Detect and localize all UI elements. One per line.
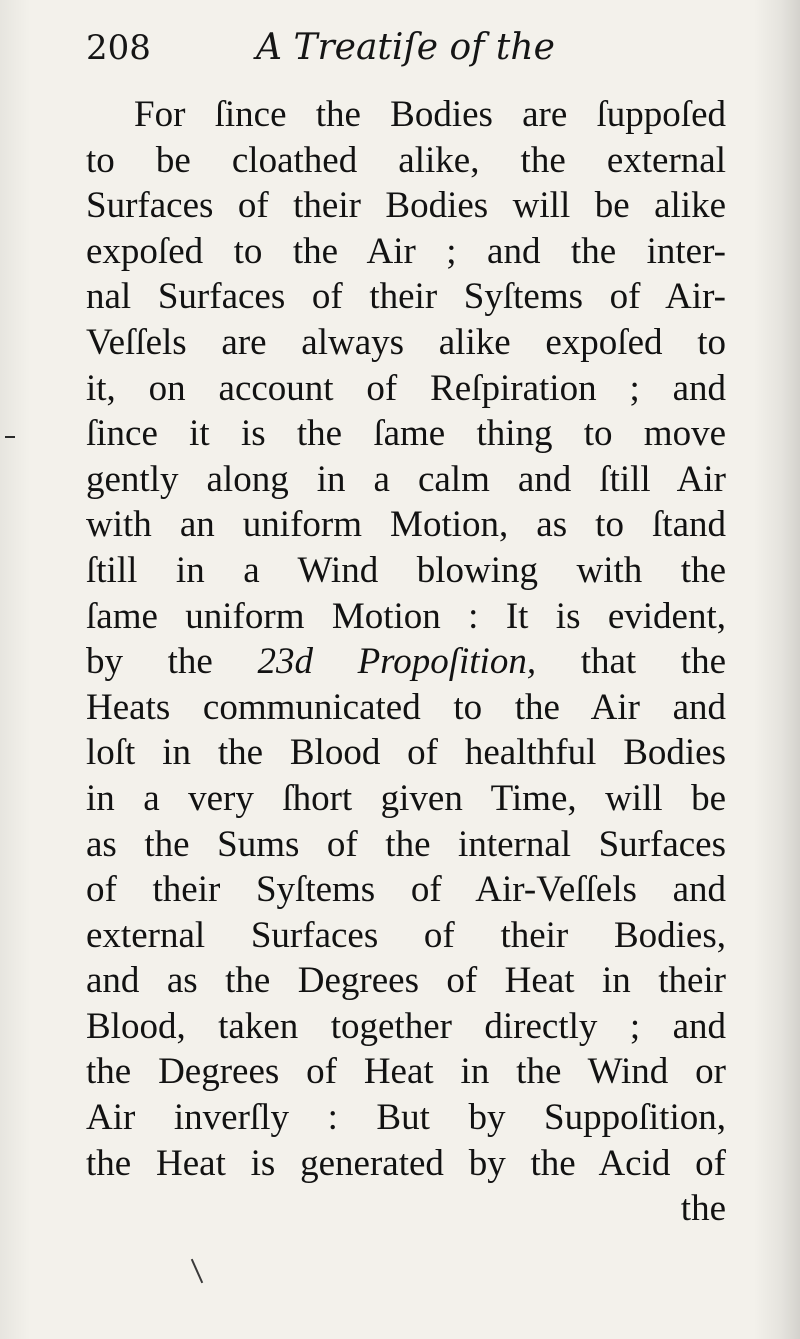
text-line: Air inverſly : But by Suppoſition, <box>86 1097 726 1139</box>
text-line: it, on account of Reſpiration ; and <box>86 367 726 409</box>
text-line: and as the Degrees of Heat in their <box>86 960 726 1002</box>
page-gutter-shadow <box>0 0 30 1339</box>
text-line: ſame uniform Motion : It is evident, <box>86 595 726 637</box>
text-line: gently along in a calm and ſtill Air <box>86 458 726 500</box>
text-line: Surfaces of their Bodies will be alike <box>86 185 726 227</box>
text-line: Veſſels are always alike expoſed to <box>86 321 726 363</box>
text-line: as the Sums of the internal Surfaces <box>86 823 726 865</box>
text-segment: by the <box>86 641 258 683</box>
text-line: expoſed to the Air ; and the inter- <box>86 230 726 272</box>
text-line: Heats communicated to the Air and <box>86 686 726 728</box>
text-line: Blood, taken together directly ; and <box>86 1005 726 1047</box>
text-line: nal Surfaces of their Syſtems of Air- <box>86 276 726 318</box>
text-line: with an uniform Motion, as to ſtand <box>86 504 726 546</box>
body-text <box>86 92 726 1232</box>
text-segment: that the <box>536 641 727 683</box>
text-line: For ſince the Bodies are ſuppoſed <box>134 94 726 135</box>
text-line: the Degrees of Heat in the Wind or <box>86 1051 726 1093</box>
text-line: ſtill in a Wind blowing with the <box>86 549 726 591</box>
page-number: 208 <box>86 28 151 68</box>
margin-mark <box>5 436 15 438</box>
running-head <box>86 22 766 74</box>
text-line-with-citation <box>86 639 726 685</box>
text-line: external Surfaces of their Bodies, <box>86 914 726 956</box>
page-edge-shadow <box>754 0 800 1339</box>
text-line: to be cloathed alike, the external <box>86 139 726 181</box>
text-line: the Heat is generated by the Acid of <box>86 1142 726 1184</box>
running-title: A Treatiſe of the <box>256 27 555 68</box>
text-line: loſt in the Blood of healthful Bodies <box>86 732 726 774</box>
stray-mark <box>191 1259 203 1284</box>
text-line: of their Syſtems of Air-Veſſels and <box>86 869 726 911</box>
catchword: the <box>680 1188 726 1230</box>
text-line: in a very ſhort given Time, will be <box>86 777 726 819</box>
proposition-citation: 23d Propoſition, <box>257 641 537 683</box>
text-line: ſince it is the ſame thing to move <box>86 413 726 455</box>
